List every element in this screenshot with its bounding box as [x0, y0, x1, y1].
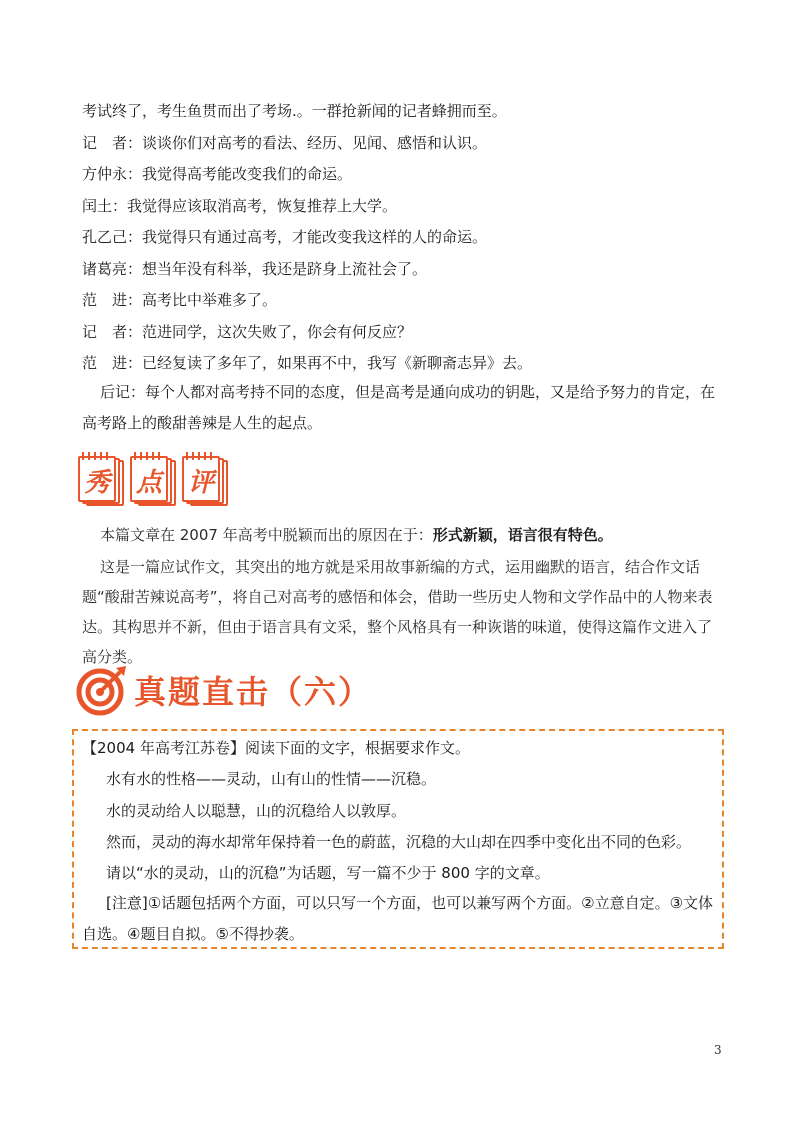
comment-lead-bold: 形式新颖，语言很有特色。 [432, 526, 613, 544]
notepad-icon [182, 456, 228, 504]
notepad-icon [78, 456, 124, 504]
badge-char: 秀 [83, 468, 110, 498]
comment-body: 这是一篇应试作文，其突出的地方就是采用故事新编的方式，运用幽默的语言，结合作文话题“酸甜苦辣说高考”，将自己对高考的感悟和体会，借助一些历史人物和文学作品中的人物来表达。其构思并不新，但由于语言具有文采，整个风格具有一种诙谐的味道，使得这篇作文进入了高分类。 [82, 558, 713, 666]
section-title: 真题直击（六） [134, 673, 373, 711]
comment-lead-text: 本篇文章在 2007 年高考中脱颖而出的原因在于： [100, 526, 433, 544]
dialogue-line: 范 进：已经复读了多年了，如果再不中，我写《新聊斋志异》去。 [82, 354, 533, 372]
question-note: [注意]①话题包括两个方面，可以只写一个方面，也可以兼写两个方面。②立意自定。③文体自选。④题目自拟。⑤不得抄袭。 [82, 894, 714, 943]
dialogue-line: 方仲永：我觉得高考能改变我们的命运。 [82, 165, 353, 183]
comment-lead [82, 524, 722, 546]
dialogue-line: 范 进：高考比中举难多了。 [82, 291, 278, 309]
dialogue-line: 考试终了，考生鱼贯而出了考场.。一群抢新闻的记者蜂拥而至。 [82, 102, 507, 120]
dialogue-line: 闰土：我觉得应该取消高考，恢复推荐上大学。 [82, 197, 398, 215]
dialogue-line: 记 者：范进同学，这次失败了，你会有何反应？ [82, 323, 413, 341]
badge-char: 评 [187, 468, 214, 498]
badge-char: 点 [135, 468, 162, 498]
question-source: 【2004 年高考江苏卷】阅读下面的文字，根据要求作文。 [82, 739, 470, 757]
afterword-paragraph: 后记：每个人都对高考持不同的态度，但是高考是通向成功的钥匙，又是给予努力的肯定，在高考路上的酸甜善辣是人生的起点。 [82, 383, 716, 432]
dialogue-line: 记 者：谈谈你们对高考的看法、经历、见闻、感悟和认识。 [82, 134, 488, 152]
question-line: 然而，灵动的海水却常年保持着一色的蔚蓝，沉稳的大山却在四季中变化出不同的色彩。 [106, 833, 692, 851]
question-line: 请以“水的灵动，山的沉稳”为话题，写一篇不少于 800 字的文章。 [106, 864, 550, 882]
dialogue-line: 诸葛亮：想当年没有科举，我还是跻身上流社会了。 [82, 260, 428, 278]
target-icon [76, 664, 128, 716]
question-line: 水有水的性格——灵动，山有山的性情——沉稳。 [106, 770, 437, 788]
comment-badge [78, 456, 228, 512]
section-heading [76, 660, 372, 720]
notepad-icon [130, 456, 176, 504]
question-line: 水的灵动给人以聪慧，山的沉稳给人以敦厚。 [106, 802, 407, 820]
dialogue-line: 孔乙己：我觉得只有通过高考，才能改变我这样的人的命运。 [82, 228, 488, 246]
page-number: 3 [714, 1043, 722, 1057]
